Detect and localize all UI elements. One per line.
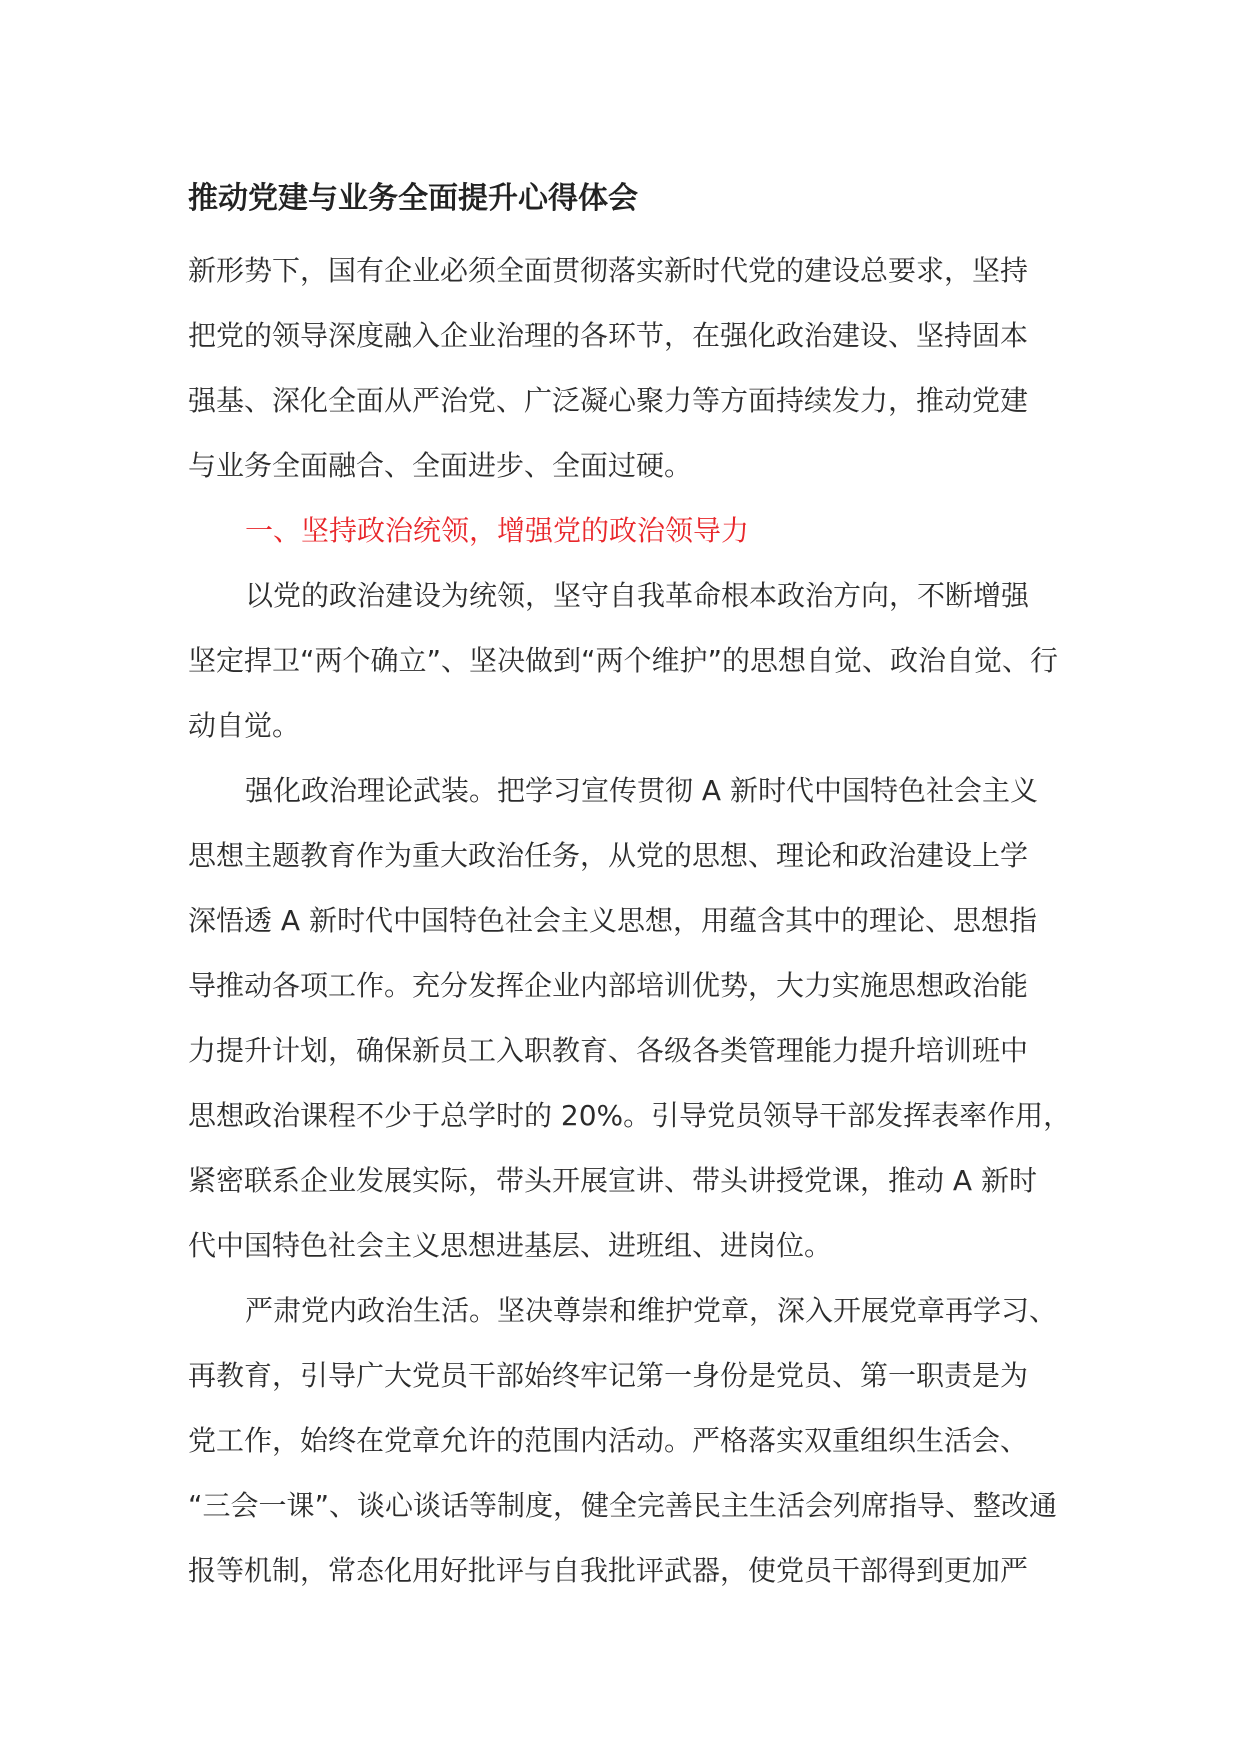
paragraph-line: 动自觉。	[188, 709, 301, 742]
paragraph-2	[188, 758, 1072, 1278]
paragraph-line: 紧密联系企业发展实际，带头开展宣讲、带头讲授党课，推动 A 新时	[188, 1164, 1037, 1197]
paragraph-line: 再教育，引导广大党员干部始终牢记第一身份是党员、第一职责是为	[188, 1359, 1029, 1392]
paragraph-line: 导推动各项工作。充分发挥企业内部培训优势，大力实施思想政治能	[188, 969, 1029, 1002]
intro-line: 强基、深化全面从严治党、广泛凝心聚力等方面持续发力，推动党建	[188, 384, 1029, 417]
paragraph-line: 力提升计划，确保新员工入职教育、各级各类管理能力提升培训班中	[188, 1034, 1029, 1067]
intro-paragraph	[188, 238, 1068, 498]
paragraph-line: 以党的政治建设为统领，坚守自我革命根本政治方向，不断增强	[245, 579, 1030, 612]
paragraph-line: 强化政治理论武装。把学习宣传贯彻 A 新时代中国特色社会主义	[245, 774, 1038, 807]
paragraph-line: 代中国特色社会主义思想进基层、进班组、进岗位。	[188, 1229, 833, 1262]
paragraph-line: 深悟透 A 新时代中国特色社会主义思想，用蕴含其中的理论、思想指	[188, 904, 1037, 937]
paragraph-line: 严肃党内政治生活。坚决尊崇和维护党章，深入开展党章再学习、	[245, 1294, 1058, 1327]
paragraph-line: 思想主题教育作为重大政治任务，从党的思想、理论和政治建设上学	[188, 839, 1029, 872]
paragraph-line: 思想政治课程不少于总学时的 20%。引导党员领导干部发挥表率作用，	[188, 1099, 1072, 1132]
paragraph-1	[188, 563, 1068, 758]
paragraph-line: 党工作，始终在党章允许的范围内活动。严格落实双重组织生活会、	[188, 1424, 1029, 1457]
intro-line: 与业务全面融合、全面进步、全面过硬。	[188, 449, 693, 482]
intro-line: 把党的领导深度融入企业治理的各环节，在强化政治建设、坚持固本	[188, 319, 1029, 352]
paragraph-line: 报等机制，常态化用好批评与自我批评武器，使党员干部得到更加严	[188, 1554, 1029, 1587]
intro-line: 新形势下，国有企业必须全面贯彻落实新时代党的建设总要求，坚持	[188, 254, 1029, 287]
paragraph-line: “三会一课”、谈心谈话等制度，健全完善民主生活会列席指导、整改通	[188, 1489, 1058, 1522]
paragraph-3	[188, 1278, 1068, 1603]
document-body	[188, 174, 1072, 1603]
section-heading: 一、坚持政治统领，增强党的政治领导力	[245, 514, 750, 547]
paragraph-line: 坚定捍卫“两个确立”、坚决做到“两个维护”的思想自觉、政治自觉、行	[188, 644, 1059, 677]
document-title: 推动党建与业务全面提升心得体会	[188, 181, 638, 216]
